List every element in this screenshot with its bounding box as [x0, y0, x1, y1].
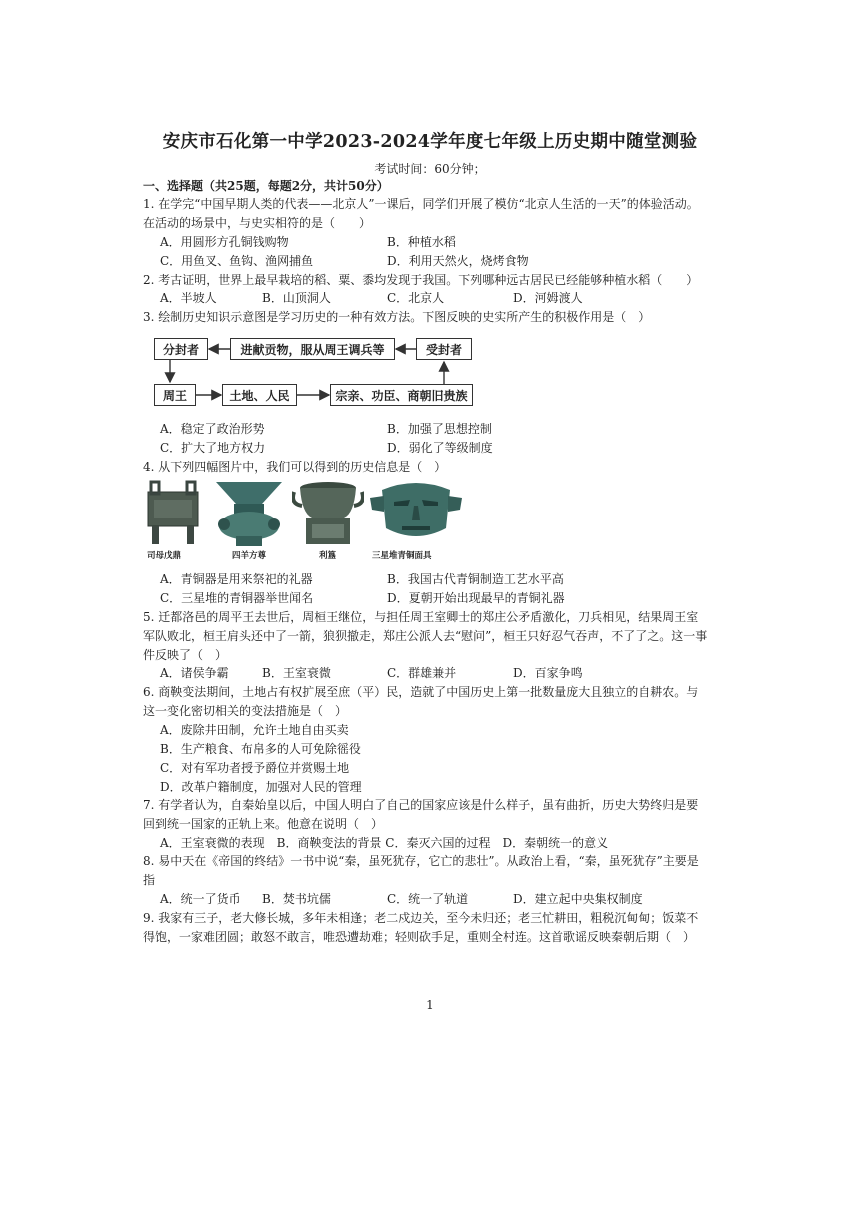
- sanxingdui-mask-image: [368, 478, 464, 546]
- q1-stem-line2: 在活动的场景中，与史实相符的是（ ）: [143, 216, 372, 230]
- caption-ding: 司母戊鼎: [147, 551, 182, 561]
- q5-stem-line3: 件反映了（ ）: [143, 648, 228, 662]
- q5-option-b: B．王室衰微: [262, 666, 331, 680]
- q6-stem-line2: 这一变化密切相关的变法措施是（ ）: [143, 704, 348, 718]
- box-nobles: 宗亲、功臣、商朝旧贵族: [330, 384, 473, 406]
- q5-option-d: D．百家争鸣: [513, 666, 583, 680]
- q3-option-a: A．稳定了政治形势: [160, 422, 265, 436]
- q2-option-c: C．北京人: [387, 291, 445, 305]
- exam-title: 安庆市石化第一中学2023-2024学年度七年级上历史期中随堂测验: [162, 132, 698, 152]
- q8-option-b: B．焚书坑儒: [262, 892, 331, 906]
- q4-stem: 4. 从下列四幅图片中，我们可以得到的历史信息是（ ）: [143, 460, 447, 474]
- q4-option-a: A．青铜器是用来祭祀的礼器: [160, 572, 313, 586]
- q3-option-b: B．加强了思想控制: [387, 422, 492, 436]
- caption-mask: 三星堆青铜面具: [372, 551, 432, 561]
- q4-option-d: D．夏朝开始出现最早的青铜礼器: [387, 591, 565, 605]
- q7-stem-line1: 7. 有学者认为，自秦始皇以后，中国人明白了自己的国家应该是什么样子，虽有曲折，历史大势终归是要: [143, 798, 699, 812]
- q3-option-d: D．弱化了等级制度: [387, 441, 493, 455]
- caption-zun: 四羊方尊: [232, 551, 267, 561]
- q1-stem-line1: 1. 在学完“中国早期人类的代表——北京人”一课后，同学们开展了模仿“北京人生活的一天”的体验活动。: [143, 197, 699, 211]
- q7-stem-line2: 回到统一国家的正轨上来。他意在说明（ ）: [143, 817, 384, 831]
- q5-stem-line1: 5. 迁都洛邑的周平王去世后，周桓王继位，与担任周王室卿士的郑庄公矛盾激化，刀兵相见，结果周王室: [143, 610, 699, 624]
- q2-option-d: D．河姆渡人: [513, 291, 583, 305]
- q8-option-c: C．统一了轨道: [387, 892, 469, 906]
- q3-stem: 3. 绘制历史知识示意图是学习历史的一种有效方法。下图反映的史实所产生的积极作用是（ ）: [143, 310, 651, 324]
- q6-option-c: C．对有军功者授予爵位并赏赐土地: [160, 761, 350, 775]
- exam-time: 考试时间：60分钟；: [374, 162, 486, 176]
- q4-option-b: B．我国古代青铜制造工艺水平高: [387, 572, 564, 586]
- q2-option-b: B．山顶洞人: [262, 291, 331, 305]
- q5-stem-line2: 军队败北，桓王肩头还中了一箭，狼狈撤走，郑庄公派人去“慰问”，桓王只好忍气吞声，不了了之。这一事: [143, 629, 708, 643]
- q6-stem-line1: 6. 商鞅变法期间，土地占有权扩展至庶（平）民，造就了中国历史上第一批数量庞大且独立的自耕农。与: [143, 685, 699, 699]
- li-gui-image: [292, 478, 364, 546]
- q2-option-a: A．半坡人: [160, 291, 217, 305]
- box-fengfengzhe: 分封者: [154, 338, 208, 360]
- q9-stem-line2: 得饱，一家难团圆；敢怒不敢言，唯恐遭劫难；轻则砍手足，重则全村连。这首歌谣反映秦朝后期（ ）: [143, 930, 696, 944]
- four-goat-zun-image: [210, 478, 288, 548]
- q5-option-a: A．诸侯争霸: [160, 666, 229, 680]
- q8-stem-line2: 指: [143, 873, 156, 887]
- q8-stem-line1: 8. 易中天在《帝国的终结》一书中说“秦，虽死犹存，它亡的悲壮”。从政治上看，“秦，虽死犹存”主要是: [143, 854, 699, 868]
- q1-option-c: C．用鱼叉、鱼钩、渔网捕鱼: [160, 254, 314, 268]
- q6-option-a: A．废除井田制，允许土地自由买卖: [160, 723, 349, 737]
- box-zhouwang: 周王: [154, 384, 196, 406]
- page-number: 1: [426, 998, 434, 1012]
- q1-option-b: B．种植水稻: [387, 235, 456, 249]
- q5-option-c: C．群雄兼并: [387, 666, 457, 680]
- q8-option-a: A．统一了货币: [160, 892, 241, 906]
- box-land-people: 土地、人民: [222, 384, 297, 406]
- bronze-ding-image: [140, 478, 206, 546]
- section-heading: 一、选择题（共25题，每题2分，共计50分）: [143, 179, 389, 193]
- q4-option-c: C．三星堆的青铜器举世闻名: [160, 591, 314, 605]
- q8-option-d: D．建立起中央集权制度: [513, 892, 643, 906]
- diagram-arrows: [140, 330, 490, 420]
- q1-option-d: D．利用天然火，烧烤食物: [387, 254, 529, 268]
- box-tribute: 进献贡物，服从周王调兵等: [230, 338, 395, 360]
- q6-option-b: B．生产粮食、布帛多的人可免除徭役: [160, 742, 361, 756]
- q6-option-d: D．改革户籍制度，加强对人民的管理: [160, 780, 362, 794]
- caption-gui: 利簋: [319, 551, 337, 561]
- q1-option-a: A．用圆形方孔铜钱购物: [160, 235, 289, 249]
- q2-stem: 2. 考古证明，世界上最早栽培的稻、粟、黍均发现于我国。下列哪种远古居民已经能够种植水稻（ ）: [143, 273, 699, 287]
- box-shoufengzhe: 受封者: [416, 338, 472, 360]
- q3-option-c: C．扩大了地方权力: [160, 441, 266, 455]
- q9-stem-line1: 9. 我家有三子，老大修长城，多年未相逢；老二戍边关，至今未归还；老三忙耕田，粗税沉甸甸；饭菜不: [143, 911, 699, 925]
- q7-options: A．王室衰微的表现 B．商鞅变法的背景 C．秦灭六国的过程 D．秦朝统一的意义: [160, 836, 609, 850]
